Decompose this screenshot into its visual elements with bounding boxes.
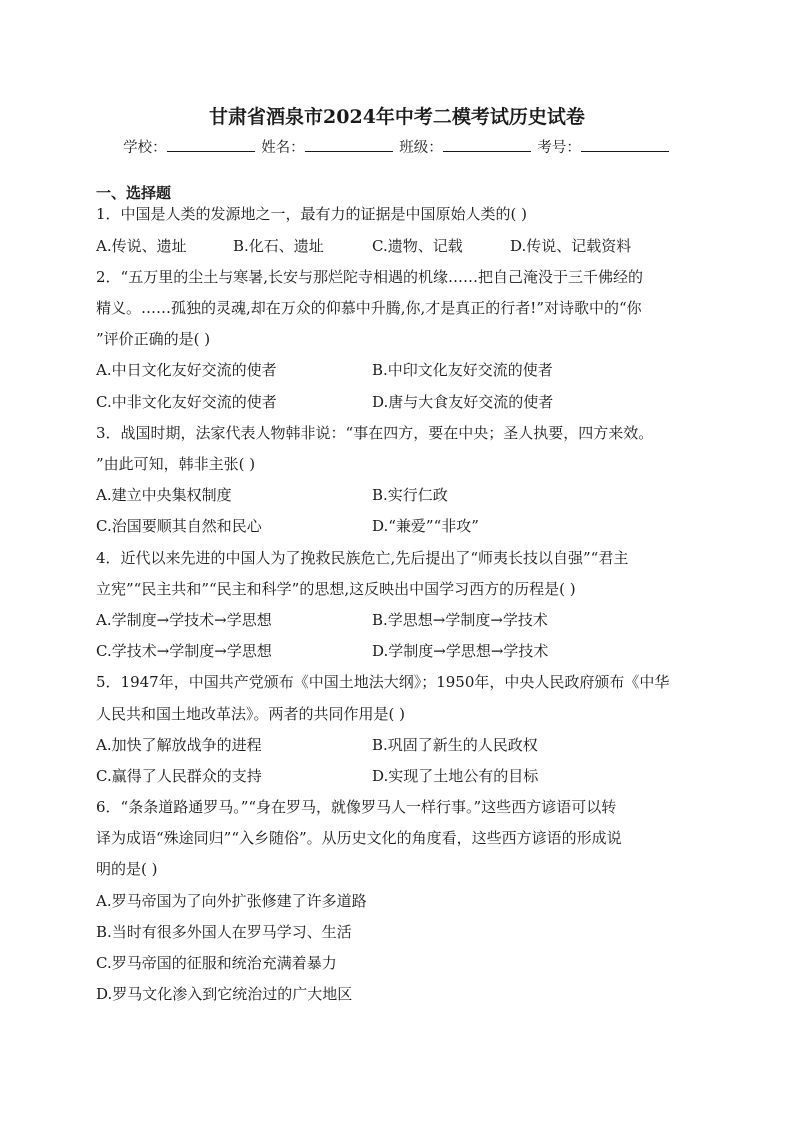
- q4-stem-line-2: 立宪”“民主共和”“民主和科学”的思想,这反映出中国学习西方的历程是( ): [96, 580, 576, 598]
- q2-option-b[interactable]: B.中印文化友好交流的使者: [372, 361, 553, 379]
- q6-option-b[interactable]: B.当时有很多外国人在罗马学习、生活: [96, 923, 352, 941]
- q6-option-d[interactable]: D.罗马文化渗入到它统治过的广大地区: [96, 985, 353, 1003]
- section-heading: 一、选择题: [96, 184, 172, 202]
- q4-stem-line-1: 4．近代以来先进的中国人为了挽救民族危亡,先后提出了“师夷长技以自强”“君主: [96, 549, 629, 567]
- q5-stem-line-1: 5．1947年，中国共产党颁布《中国土地法大纲》；1950年，中央人民政府颁布《中华: [96, 673, 670, 691]
- q6-option-a[interactable]: A.罗马帝国为了向外扩张修建了许多道路: [96, 892, 367, 910]
- q5-option-c[interactable]: C.赢得了人民群众的支持: [96, 767, 262, 785]
- q3-stem-line-2: ”由此可知，韩非主张( ): [96, 455, 256, 473]
- q6-stem-line-2: 译为成语“殊途同归”“入乡随俗”。从历史文化的角度看，这些西方谚语的形成说: [96, 829, 622, 847]
- q3-stem-line-1: 3．战国时期，法家代表人物韩非说：“事在四方，要在中央；圣人执要，四方来效。: [96, 424, 654, 442]
- q2-option-c[interactable]: C.中非文化友好交流的使者: [96, 393, 277, 411]
- exam-no-blank[interactable]: [581, 139, 669, 152]
- q1-option-c[interactable]: C.遗物、记载: [372, 237, 463, 255]
- q2-option-d[interactable]: D.唐与大食友好交流的使者: [372, 393, 554, 411]
- q1-option-a[interactable]: A.传说、遗址: [96, 237, 187, 255]
- q4-option-a[interactable]: A.学制度→学技术→学思想: [96, 611, 272, 629]
- q2-stem-line-1: 2．“五万里的尘土与寒暑,长安与那烂陀寺相遇的机缘……把自己淹没于三千佛经的: [96, 268, 643, 286]
- class-blank[interactable]: [443, 139, 531, 152]
- q6-stem-line-3: 明的是( ): [96, 860, 158, 878]
- q1-option-d[interactable]: D.传说、记载资料: [510, 237, 632, 255]
- name-blank[interactable]: [305, 139, 393, 152]
- q6-option-c[interactable]: C.罗马帝国的征服和统治充满着暴力: [96, 954, 337, 972]
- q5-option-a[interactable]: A.加快了解放战争的进程: [96, 736, 262, 754]
- q2-stem-line-3: ”评价正确的是( ): [96, 330, 211, 348]
- q3-option-c[interactable]: C.治国要顺其自然和民心: [96, 517, 262, 535]
- q1-option-b[interactable]: B.化石、遗址: [233, 237, 324, 255]
- school-blank[interactable]: [167, 139, 255, 152]
- q5-stem-line-2: 人民共和国土地改革法》。两者的共同作用是( ): [96, 705, 405, 723]
- name-label: 姓名：: [261, 140, 305, 156]
- q3-option-d[interactable]: D.“兼爱”“非攻”: [372, 517, 479, 535]
- school-label: 学校：: [123, 140, 167, 156]
- student-info-line: [0, 136, 794, 157]
- q1-stem-line-1: 1．中国是人类的发源地之一，最有力的证据是中国原始人类的( ): [96, 205, 528, 223]
- page-title: 甘肃省酒泉市2024年中考二模考试历史试卷: [209, 106, 585, 128]
- q4-option-d[interactable]: D.学制度→学思想→学技术: [372, 642, 549, 660]
- q5-option-d[interactable]: D.实现了土地公有的目标: [372, 767, 539, 785]
- q3-option-a[interactable]: A.建立中央集权制度: [96, 486, 232, 504]
- q4-option-b[interactable]: B.学思想→学制度→学技术: [372, 611, 548, 629]
- q5-option-b[interactable]: B.巩固了新生的人民政权: [372, 736, 538, 754]
- q3-option-b[interactable]: B.实行仁政: [372, 486, 448, 504]
- exam-no-label: 考号：: [537, 140, 581, 156]
- q4-option-c[interactable]: C.学技术→学制度→学思想: [96, 642, 272, 660]
- q2-stem-line-2: 精义。……孤独的灵魂,却在万众的仰慕中升腾,你,才是真正的行者!”对诗歌中的“你: [96, 299, 642, 317]
- q2-option-a[interactable]: A.中日文化友好交流的使者: [96, 361, 277, 379]
- q6-stem-line-1: 6．“条条道路通罗马。”“身在罗马，就像罗马人一样行事。”这些西方谚语可以转: [96, 798, 617, 816]
- class-label: 班级：: [399, 140, 443, 156]
